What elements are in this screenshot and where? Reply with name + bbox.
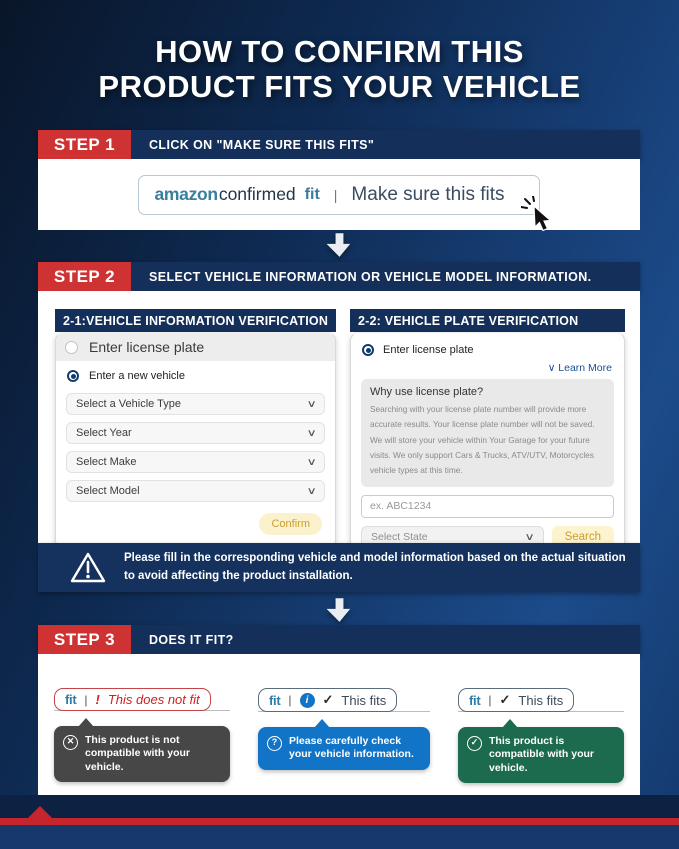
make-select-value: Select Make [76, 456, 137, 468]
new-vehicle-radio[interactable] [67, 370, 79, 382]
step1-panel [38, 159, 640, 230]
check-icon: ✓ [499, 692, 511, 707]
make-sure-fits-widget[interactable] [138, 175, 539, 215]
page-title-line2: PRODUCT FITS YOUR VEHICLE [98, 69, 581, 105]
step3-heading: DOES IT FIT? [131, 625, 640, 654]
fit-badge: fit [469, 692, 481, 708]
warning-banner [38, 543, 640, 592]
model-select[interactable] [66, 480, 325, 502]
red-triangle-accent [27, 806, 53, 819]
info-icon: i [300, 693, 315, 708]
fit-box-row [458, 688, 624, 712]
down-arrow-icon [326, 597, 353, 623]
confirmed-label: confirmed [218, 184, 296, 204]
divider: | [333, 186, 338, 203]
bottom-blue-band [0, 825, 679, 849]
state-select-value: Select State [371, 531, 428, 544]
bottom-red-stripe [0, 818, 679, 825]
step3-badge: STEP 3 [38, 625, 131, 654]
step1-section [38, 130, 640, 230]
plate-verification-card-header: 2-2: VEHICLE PLATE VERIFICATION [350, 309, 625, 332]
step1-header [38, 130, 640, 159]
fit-badge: fit [304, 185, 320, 203]
fit-badge: fit [65, 692, 77, 707]
chevron-down-icon: ∨ [306, 485, 317, 497]
warning-text-line2: to avoid affecting the product installation. [124, 569, 353, 582]
divider: | [488, 693, 492, 707]
model-select-value: Select Model [76, 485, 140, 497]
plate-verification-card-body [350, 332, 625, 562]
make-sure-fits-link[interactable]: Make sure this fits [351, 183, 505, 205]
exclaim-icon: ! [95, 692, 100, 707]
page-title [0, 34, 679, 105]
why-license-plate-body: Searching with your license plate number will provide more accurate results. Your license plate number will not be saved. We will store your vehicle within Your Garage for your future visits. We only support Cars & Trucks, ATV/UTV, Motorcycles vehicle types at this time. [370, 404, 595, 476]
learn-more-link[interactable]: ∨ Learn More [547, 362, 612, 374]
cursor-click-icon [521, 196, 555, 236]
warning-triangle-icon [69, 551, 107, 585]
fit-case-check-info [258, 688, 430, 796]
chevron-down-icon: ∨ [306, 427, 317, 439]
tooltip-compatible [458, 727, 624, 784]
new-vehicle-label: Enter a new vehicle [89, 370, 185, 382]
tooltip-text: This product is compatible with your vehicle. [489, 734, 595, 774]
why-license-plate-title: Why use license plate? [370, 386, 484, 398]
vehicle-type-select[interactable] [66, 393, 325, 415]
chevron-down-icon: ∨ [306, 456, 317, 468]
step2-panel [38, 291, 640, 543]
make-select[interactable] [66, 451, 325, 473]
chevron-down-icon: ∨ [306, 398, 317, 410]
warning-text [124, 550, 626, 585]
step2-heading: SELECT VEHICLE INFORMATION OR VEHICLE MODEL INFORMATION. [131, 262, 640, 291]
fit-box-row [54, 688, 230, 711]
fit-case-compatible [458, 688, 624, 796]
fit-status-text: This fits [341, 692, 387, 708]
page-title-line1: HOW TO CONFIRM THIS [155, 34, 524, 69]
step1-heading: CLICK ON "MAKE SURE THIS FITS" [131, 130, 640, 159]
license-plate-option-row[interactable] [361, 342, 614, 356]
step3-section [38, 625, 640, 796]
plate-verification-card [350, 309, 625, 562]
vehicle-type-select-value: Select a Vehicle Type [76, 398, 181, 410]
chevron-down-icon: ∨ [524, 531, 536, 543]
why-license-plate-box [361, 379, 614, 487]
license-plate-option-row[interactable] [56, 333, 335, 361]
step2-header [38, 262, 640, 291]
step3-panel [38, 654, 640, 796]
circle-question-icon: ? [267, 736, 282, 751]
confirm-button[interactable]: Confirm [259, 513, 322, 535]
confirm-row [56, 502, 335, 548]
search-button[interactable]: Search [552, 526, 614, 549]
fit-status-text: This fits [518, 692, 564, 708]
fit-status-box-no[interactable] [54, 688, 211, 711]
fit-status-box-yes[interactable] [458, 688, 574, 712]
step1-badge: STEP 1 [38, 130, 131, 159]
fit-status-text: This does not fit [107, 692, 200, 707]
fit-box-row [258, 688, 430, 712]
amazon-logo: amazon [154, 184, 218, 204]
new-vehicle-option-row[interactable] [56, 361, 335, 386]
tooltip-text: Please carefully check your vehicle information. [289, 734, 414, 761]
year-select-value: Select Year [76, 427, 132, 439]
license-plate-radio[interactable] [362, 344, 374, 356]
tooltip-not-compatible [54, 726, 230, 783]
down-arrow-icon [326, 232, 353, 258]
divider: | [288, 693, 292, 707]
fit-status-box-info[interactable] [258, 688, 397, 712]
tooltip-text: This product is not compatible with your vehicle. [85, 733, 191, 773]
fit-case-not-compatible [54, 688, 230, 796]
divider: | [84, 692, 88, 707]
tooltip-check-info [258, 727, 430, 770]
vehicle-info-card [55, 309, 336, 549]
vehicle-info-card-header: 2-1:VEHICLE INFORMATION VERIFICATION [55, 309, 336, 332]
bottom-dark-band [0, 795, 679, 818]
step3-header [38, 625, 640, 654]
circle-check-icon: ✓ [467, 736, 482, 751]
fit-badge: fit [269, 692, 281, 708]
step2-badge: STEP 2 [38, 262, 131, 291]
license-plate-radio[interactable] [65, 341, 78, 354]
check-icon: ✓ [322, 692, 334, 707]
vehicle-info-card-body [55, 332, 336, 549]
license-plate-label: Enter license plate [383, 344, 474, 356]
year-select[interactable] [66, 422, 325, 444]
plate-number-input[interactable] [361, 495, 614, 518]
license-plate-label: Enter license plate [89, 339, 205, 355]
warning-text-line1: Please fill in the corresponding vehicle and model information based on the actual situation [124, 552, 626, 565]
step2-section [38, 262, 640, 543]
circle-cross-icon: ✕ [63, 735, 78, 750]
